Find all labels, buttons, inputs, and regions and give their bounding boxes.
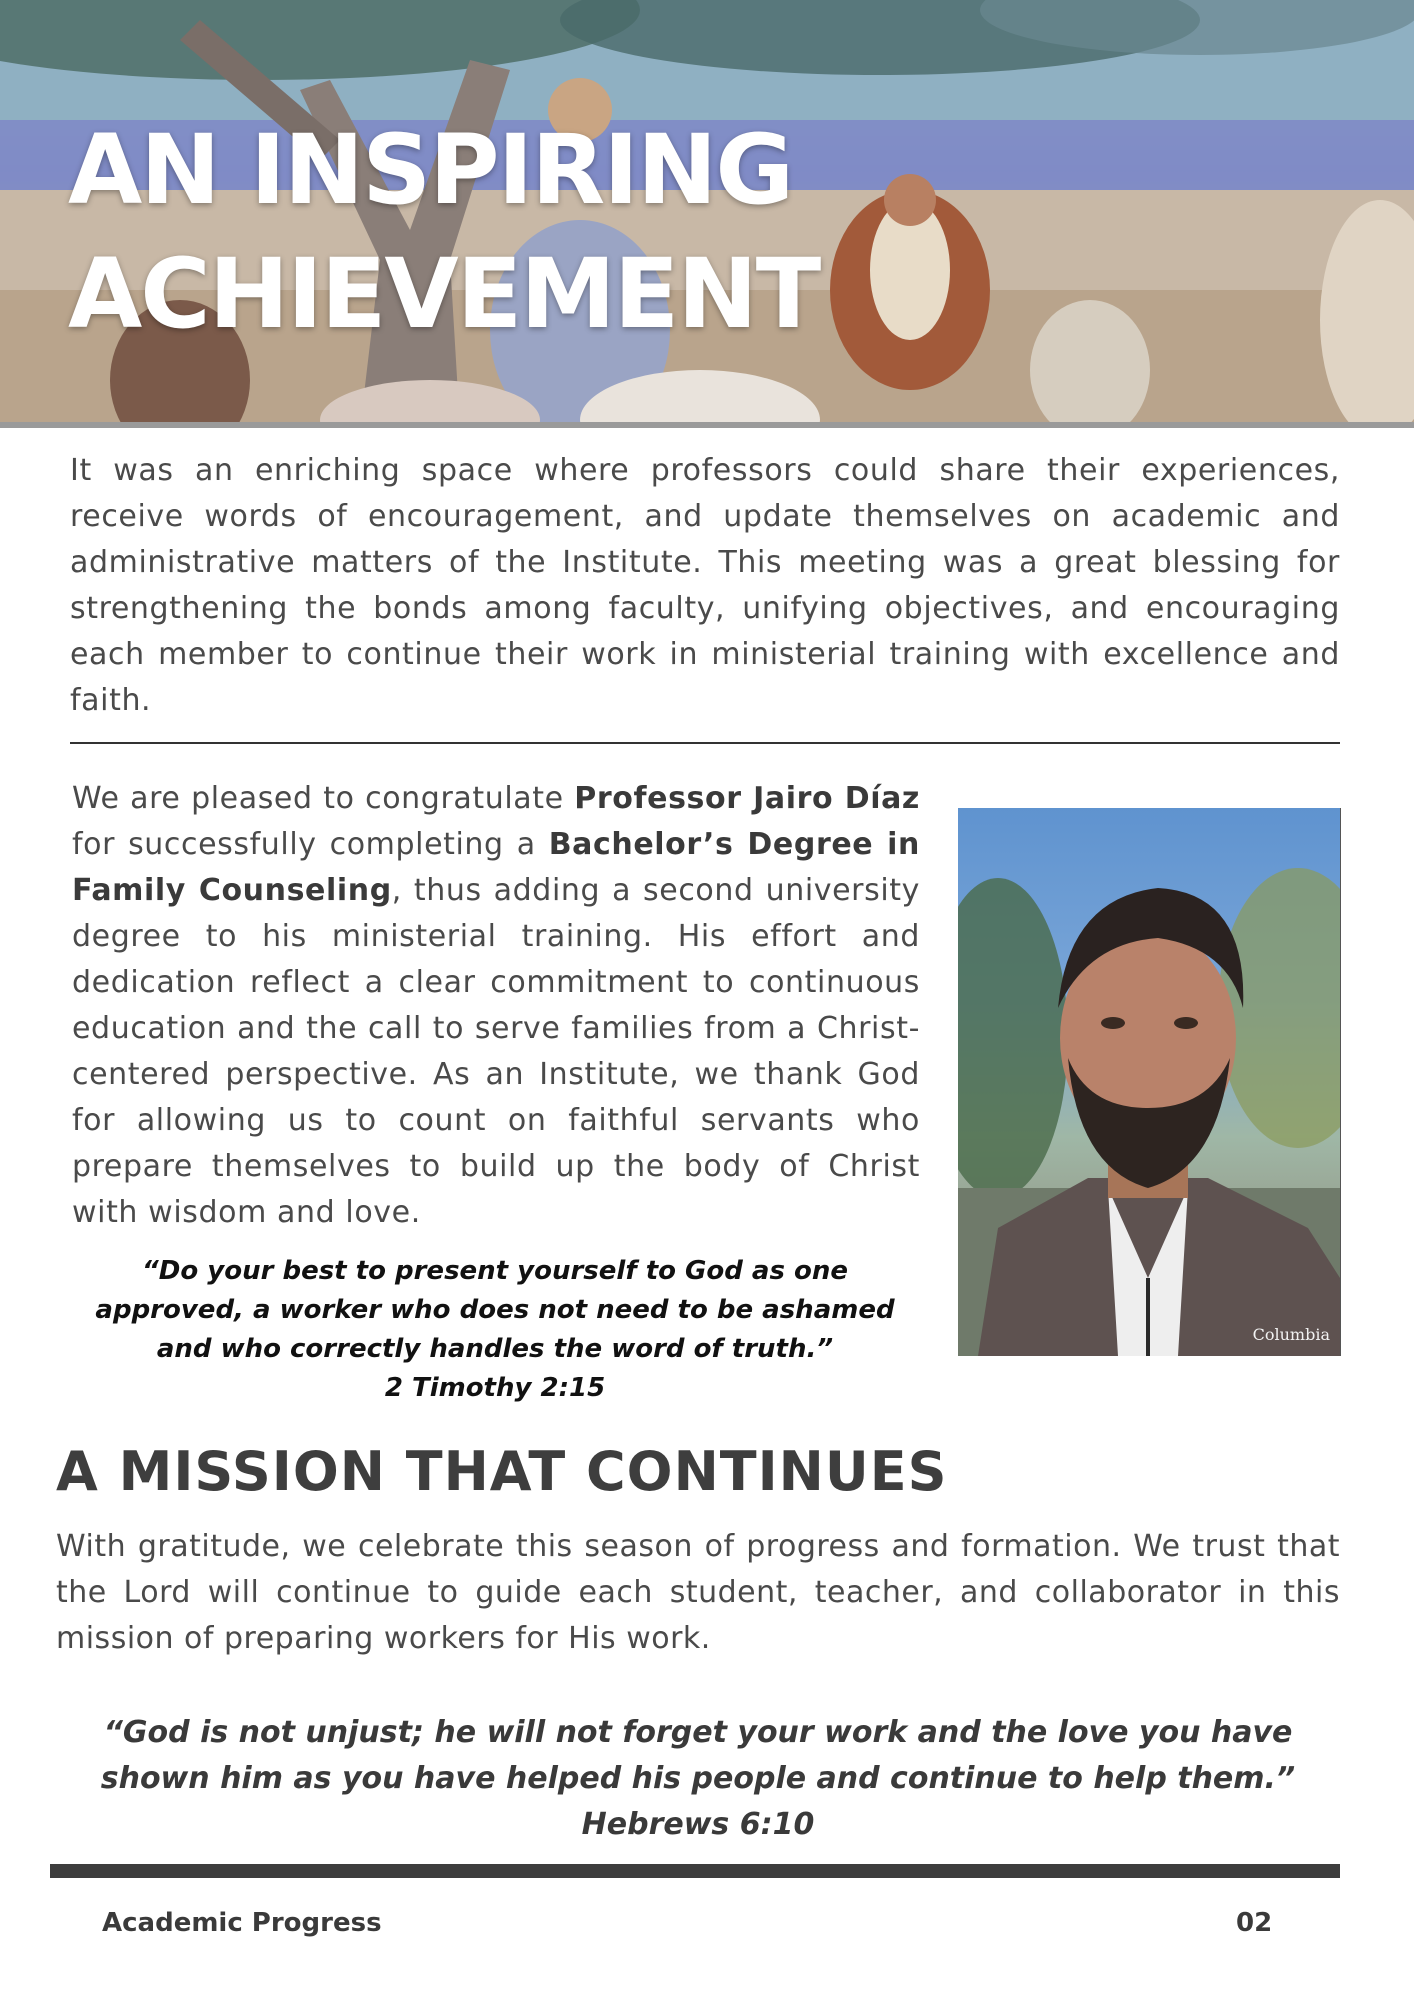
intro-paragraph: It was an enriching space where professors could share their experiences, receive words of encouragement, and update themselves on academic and administrative matters of the Institute. This meeting was a great blessing for strengthening the bonds among faculty, unifying objectives, and encouraging each member to continue their work in ministerial training with excellence and faith. <box>70 453 1340 718</box>
hero-divider <box>0 422 1414 428</box>
mission-paragraph: With gratitude, we celebrate this season of progress and formation. We trust that the Lord will continue to guide each student, teacher, and collaborator in this mission of preparing workers for His work. <box>56 1529 1340 1656</box>
section-divider <box>70 742 1340 744</box>
photo-jacket-logo: Columbia <box>1252 1325 1330 1344</box>
congrats-paragraph <box>72 776 920 1236</box>
title-line-1: AN INSPIRING <box>68 114 793 226</box>
scripture-quote-2 <box>56 1710 1340 1848</box>
quote-reference: Hebrews 6:10 <box>581 1807 815 1842</box>
page-title <box>68 108 819 356</box>
congrats-text-3: , thus adding a second university degree to his ministerial training. His effort and dedication reflect a clear commitment to continuous education and the call to serve families from a Christ-centered perspective. As an Institute, we thank God for allowing us to count on faithful servants who prepare themselves to build up the body of Christ with wisdom and love. <box>72 873 920 1230</box>
degree-name: Bachelor’s Degree in Family Counseling <box>72 827 920 908</box>
scripture-quote-1 <box>70 1252 920 1408</box>
footer-divider <box>50 1864 1340 1878</box>
page-number: 02 <box>1236 1908 1273 1938</box>
professor-portrait <box>958 808 1340 1356</box>
congrats-text-1: We are pleased to congratulate <box>72 781 575 816</box>
hero-banner <box>0 0 1414 428</box>
quote-text: “Do your best to present yourself to God as one approved, a worker who does not need to be ashamed and who correctly handles the word of truth.” <box>95 1256 895 1364</box>
quote-text: “God is not unjust; he will not forget your work and the love you have shown him as you have helped his people and continue to help them.” <box>100 1715 1296 1796</box>
section-heading: A MISSION THAT CONTINUES <box>56 1440 948 1503</box>
quote-reference: 2 Timothy 2:15 <box>384 1373 606 1403</box>
professor-name: Professor Jairo Díaz <box>574 781 920 816</box>
footer-section-label: Academic Progress <box>102 1908 382 1938</box>
title-line-2: ACHIEVEMENT <box>68 238 820 350</box>
professor-photo <box>958 808 1341 1356</box>
congrats-text-2: for successfully completing a <box>72 827 549 862</box>
